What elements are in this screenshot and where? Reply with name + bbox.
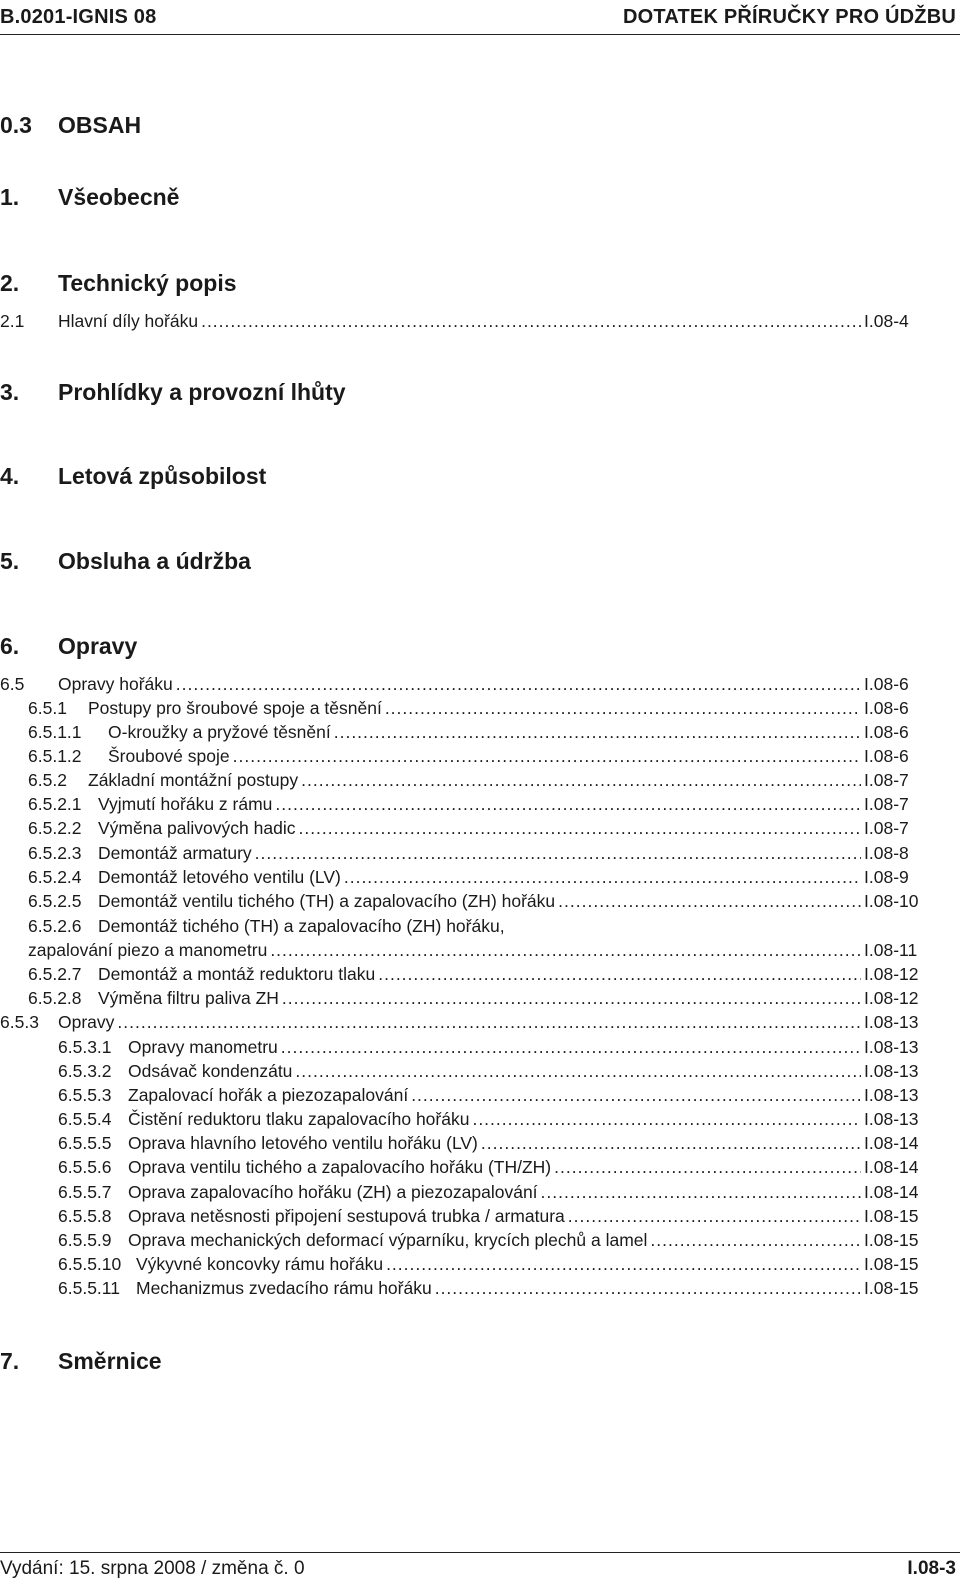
- toc-entry-page: I.08-14: [864, 1157, 919, 1177]
- toc-entry[interactable]: [0, 1109, 956, 1133]
- toc-title: [0, 112, 141, 139]
- toc-leader-dots: [301, 770, 861, 791]
- toc-leader-dots: [201, 311, 861, 332]
- toc-entry-title: Výměna palivových hadic: [98, 818, 296, 838]
- toc-entry-title: Opravy: [58, 1012, 115, 1032]
- toc-entry-number: 6.5.1.2: [28, 746, 82, 766]
- section-number: 7.: [0, 1348, 20, 1374]
- toc-entry-page: I.08-4: [864, 311, 909, 331]
- section-number: 6.: [0, 633, 20, 659]
- toc-entry-title: zapalování piezo a manometru: [28, 940, 268, 960]
- footer-page-number: I.08-3: [907, 1558, 956, 1579]
- toc-entry[interactable]: [0, 1157, 956, 1181]
- toc-entry-number: 6.5.5.3: [58, 1085, 112, 1105]
- section-number: 2.: [0, 270, 20, 296]
- toc-entry-page: I.08-6: [864, 722, 909, 742]
- toc-leader-dots: [386, 1254, 861, 1275]
- toc-entry-title: Šroubové spoje: [108, 746, 230, 766]
- toc-entry-title: Opravy hořáku: [58, 674, 173, 694]
- toc-leader-dots: [270, 940, 861, 961]
- toc-entry-title: Oprava netěsnosti připojení sestupová trubka / armatura: [128, 1206, 565, 1226]
- toc-entry-title: Demontáž armatury: [98, 843, 252, 863]
- toc-entry[interactable]: [0, 1278, 956, 1302]
- section-heading: [0, 184, 179, 211]
- section-title: Všeobecně: [58, 184, 180, 210]
- toc-entry-title: Postupy pro šroubové spoje a těsnění: [88, 698, 382, 718]
- toc-title-text: OBSAH: [58, 112, 142, 138]
- toc-entry-page: I.08-13: [864, 1037, 919, 1057]
- toc-entry-number: 6.5.1: [28, 698, 67, 718]
- toc-entry-title: Oprava mechanických deformací výparníku, krycích plechů a lamel: [128, 1230, 648, 1250]
- toc-entry-page: I.08-15: [864, 1254, 919, 1274]
- section-number: 3.: [0, 379, 20, 405]
- toc-entry[interactable]: [0, 867, 956, 891]
- toc-entry-number: 6.5.2.5: [28, 891, 82, 911]
- toc-entry-title: Oprava ventilu tichého a zapalovacího hořáku (TH/ZH): [128, 1157, 552, 1177]
- toc-entry-number: 6.5.3.1: [58, 1037, 112, 1057]
- toc-entry-number: 6.5.5.5: [58, 1133, 112, 1153]
- toc-leader-dots: [233, 746, 861, 767]
- toc-entry-title: Základní montážní postupy: [88, 770, 299, 790]
- section-title: Obsluha a údržba: [58, 548, 251, 574]
- toc-entry[interactable]: [0, 1133, 956, 1157]
- section-number: 5.: [0, 548, 20, 574]
- toc-leader-dots: [282, 988, 861, 1009]
- toc-entry-number: 6.5.5.6: [58, 1157, 112, 1177]
- toc-entry[interactable]: [0, 843, 956, 867]
- toc-entry-title: O-kroužky a pryžové těsnění: [108, 722, 331, 742]
- toc-entry[interactable]: [0, 940, 956, 964]
- toc-entry[interactable]: [0, 746, 956, 770]
- toc-entry[interactable]: [0, 722, 956, 746]
- toc-entry[interactable]: [0, 311, 956, 335]
- toc-entry-title: Hlavní díly hořáku: [58, 311, 199, 331]
- toc-entry[interactable]: [0, 1085, 956, 1109]
- toc-entry-number: 6.5.2.8: [28, 988, 82, 1008]
- toc-entry[interactable]: [0, 698, 956, 722]
- toc-entry[interactable]: [0, 1061, 956, 1085]
- toc-entry-number: 6.5.2.2: [28, 818, 82, 838]
- toc-leader-dots: [554, 1157, 861, 1178]
- section-title: Technický popis: [58, 270, 237, 296]
- toc-entry[interactable]: [0, 1037, 956, 1061]
- toc-entry-multiline[interactable]: [28, 916, 505, 937]
- toc-entry-title: Vyjmutí hořáku z rámu: [98, 794, 273, 814]
- toc-leader-dots: [481, 1133, 861, 1154]
- toc-entry-page: I.08-14: [864, 1182, 919, 1202]
- section-heading: [0, 633, 137, 660]
- toc-leader-dots: [334, 722, 861, 743]
- toc-entry[interactable]: [0, 674, 956, 698]
- toc-entry[interactable]: [0, 1254, 956, 1278]
- toc-entry-title: Čistění reduktoru tlaku zapalovacího hořáku: [128, 1109, 470, 1129]
- toc-leader-dots: [295, 1061, 861, 1082]
- toc-leader-dots: [411, 1085, 861, 1106]
- toc-entry-title: Výkyvné koncovky rámu hořáku: [136, 1254, 384, 1274]
- toc-entry-page: I.08-7: [864, 770, 909, 790]
- header-document-id: B.0201-IGNIS 08: [0, 6, 157, 28]
- footer-divider: [0, 1552, 960, 1553]
- toc-entry-page: I.08-10: [864, 891, 919, 911]
- toc-entry-page: I.08-11: [864, 940, 918, 960]
- header-document-title: DOTATEK PŘÍRUČKY PRO ÚDŽBU: [623, 6, 956, 28]
- toc-entry[interactable]: [0, 988, 956, 1012]
- toc-entry-title: Zapalovací hořák a piezozapalování: [128, 1085, 409, 1105]
- toc-entry[interactable]: [0, 1230, 956, 1254]
- toc-entry-number: 6.5.2.6: [28, 916, 82, 936]
- toc-entry-page: I.08-13: [864, 1109, 919, 1129]
- toc-entry-title: Demontáž tichého (TH) a zapalovacího (ZH) hořáku,: [98, 916, 505, 936]
- section-heading: [0, 270, 237, 297]
- toc-entry-number: 6.5.2.1: [28, 794, 82, 814]
- toc-entry[interactable]: [0, 1206, 956, 1230]
- section-title: Letová způsobilost: [58, 463, 267, 489]
- toc-entry-page: I.08-15: [864, 1278, 919, 1298]
- toc-entry-page: I.08-6: [864, 746, 909, 766]
- section-heading: [0, 463, 266, 490]
- toc-leader-dots: [344, 867, 861, 888]
- toc-entry[interactable]: [0, 964, 956, 988]
- toc-entry-number: 6.5.5.10: [58, 1254, 122, 1274]
- section-heading: [0, 548, 251, 575]
- toc-entry-page: I.08-9: [864, 867, 909, 887]
- toc-entry-number: 6.5.5.11: [58, 1278, 120, 1298]
- toc-entry-number: 6.5.3.2: [58, 1061, 112, 1081]
- toc-leader-dots: [378, 964, 861, 985]
- toc-entry-title: Oprava hlavního letového ventilu hořáku (LV): [128, 1133, 478, 1153]
- toc-entry-number: 6.5.2.7: [28, 964, 82, 984]
- toc-entry[interactable]: [0, 1182, 956, 1206]
- toc-entry-page: I.08-13: [864, 1085, 919, 1105]
- toc-leader-dots: [255, 843, 861, 864]
- toc-entry-number: 6.5.2.3: [28, 843, 82, 863]
- toc-entry-page: I.08-6: [864, 674, 909, 694]
- section-title: Prohlídky a provozní lhůty: [58, 379, 346, 405]
- toc-entry-number: 6.5: [0, 674, 25, 694]
- toc-entry-page: I.08-13: [864, 1012, 919, 1032]
- toc-leader-dots: [176, 674, 861, 695]
- toc-leader-dots: [275, 794, 861, 815]
- toc-entry-page: I.08-7: [864, 818, 909, 838]
- section-heading: [0, 379, 346, 406]
- section-heading: [0, 1348, 162, 1375]
- toc-entry-number: 6.5.2: [28, 770, 67, 790]
- toc-entry-number: 6.5.5.8: [58, 1206, 112, 1226]
- toc-leader-dots: [568, 1206, 861, 1227]
- toc-entry[interactable]: [0, 818, 956, 842]
- toc-entry-title: Výměna filtru paliva ZH: [98, 988, 279, 1008]
- toc-entry-number: 6.5.5.9: [58, 1230, 112, 1250]
- toc-entry-number: 6.5.1.1: [28, 722, 82, 742]
- header-divider: [0, 34, 960, 35]
- toc-entry-page: I.08-14: [864, 1133, 919, 1153]
- toc-leader-dots: [117, 1012, 861, 1033]
- toc-entry[interactable]: [0, 770, 956, 794]
- toc-leader-dots: [385, 698, 861, 719]
- toc-entry-title: Oprava zapalovacího hořáku (ZH) a piezozapalování: [128, 1182, 538, 1202]
- toc-entry-number: 6.5.5.4: [58, 1109, 112, 1129]
- toc-leader-dots: [541, 1182, 861, 1203]
- toc-leader-dots: [435, 1278, 861, 1299]
- toc-entry-number: 6.5.3: [0, 1012, 39, 1032]
- section-number: 4.: [0, 463, 20, 489]
- toc-entry[interactable]: [0, 794, 956, 818]
- toc-entry-page: I.08-13: [864, 1061, 919, 1081]
- toc-entry-title: Demontáž ventilu tichého (TH) a zapalovacího (ZH) hořáku: [98, 891, 556, 911]
- toc-entry-page: I.08-15: [864, 1206, 919, 1226]
- footer-edition: Vydání: 15. srpna 2008 / změna č. 0: [0, 1558, 305, 1579]
- toc-entry-title: Odsávač kondenzátu: [128, 1061, 293, 1081]
- toc-entry-title: Demontáž letového ventilu (LV): [98, 867, 341, 887]
- toc-entry-number: 6.5.5.7: [58, 1182, 112, 1202]
- toc-leader-dots: [298, 818, 861, 839]
- toc-leader-dots: [558, 891, 861, 912]
- toc-entry-page: I.08-6: [864, 698, 909, 718]
- toc-entry-title: Mechanizmus zvedacího rámu hořáku: [136, 1278, 432, 1298]
- toc-entry-page: I.08-12: [864, 988, 919, 1008]
- toc-entry-number: 6.5.2.4: [28, 867, 82, 887]
- toc-entry-page: I.08-15: [864, 1230, 919, 1250]
- toc-entry[interactable]: [0, 1012, 956, 1036]
- toc-entry-title: Opravy manometru: [128, 1037, 278, 1057]
- section-title: Opravy: [58, 633, 138, 659]
- toc-leader-dots: [472, 1109, 861, 1130]
- section-title: Směrnice: [58, 1348, 162, 1374]
- toc-entry-page: I.08-8: [864, 843, 909, 863]
- toc-entry-page: I.08-7: [864, 794, 909, 814]
- toc-title-number: 0.3: [0, 112, 32, 138]
- toc-entry-title: Demontáž a montáž reduktoru tlaku: [98, 964, 376, 984]
- toc-leader-dots: [650, 1230, 861, 1251]
- toc-entry-page: I.08-12: [864, 964, 919, 984]
- toc-entry-number: 2.1: [0, 311, 25, 331]
- toc-entry[interactable]: [0, 891, 956, 915]
- section-number: 1.: [0, 184, 20, 210]
- toc-leader-dots: [281, 1037, 861, 1058]
